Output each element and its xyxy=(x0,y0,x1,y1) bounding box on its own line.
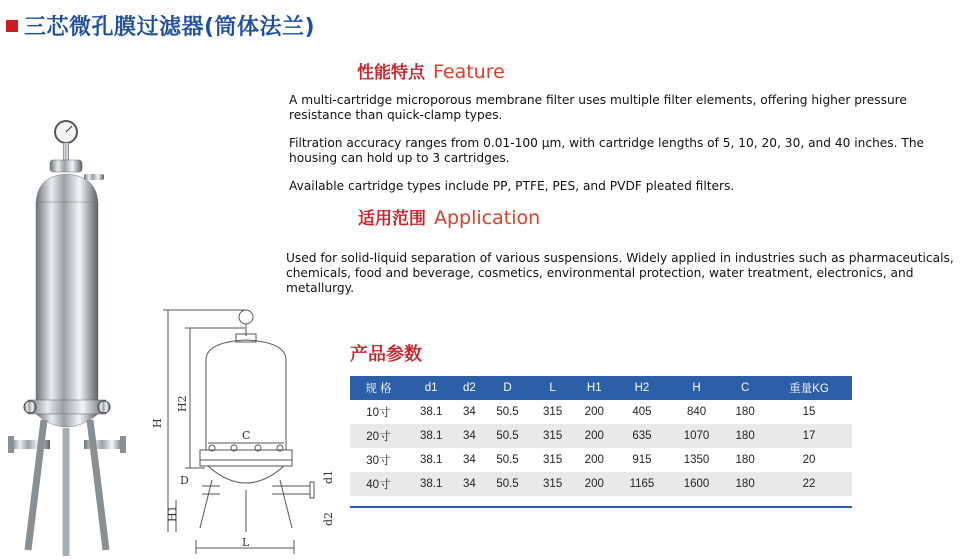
table-cell: 20 xyxy=(802,454,816,466)
col-header: H xyxy=(669,376,725,400)
table-cell: 1070 xyxy=(669,424,725,448)
dim-label-c: C xyxy=(242,429,251,442)
title-marker xyxy=(6,20,18,32)
dim-label-h: H xyxy=(151,418,164,428)
table-cell: 315 xyxy=(532,424,574,448)
table-cell: 30寸 xyxy=(366,455,391,467)
table-cell: 38.1 xyxy=(419,454,443,466)
table-cell: 1165 xyxy=(615,472,669,496)
table-row xyxy=(350,448,852,472)
table-cell: 15 xyxy=(802,406,816,418)
col-header: C xyxy=(724,376,766,400)
table-cell: 50.5 xyxy=(496,406,519,418)
feature-paragraph-1: A multi-cartridge microporous membrane filter uses multiple filter elements, offering higher pressure resistance than quick-clamp types. xyxy=(289,93,907,122)
col-header: L xyxy=(532,376,574,400)
page-title-bar xyxy=(6,10,315,41)
col-header: H1 xyxy=(573,376,615,400)
col-header: d2 xyxy=(455,376,483,400)
feature-paragraph-3: Available cartridge types include PP, PTFE, PES, and PVDF pleated filters. xyxy=(289,179,735,193)
table-cell: 1600 xyxy=(669,472,725,496)
table-cell: 20寸 xyxy=(350,424,407,448)
table-cell: 200 xyxy=(573,424,615,448)
table-cell: 405 xyxy=(632,406,652,418)
feature-heading-cn: 性能特点 xyxy=(357,63,425,83)
table-cell: 915 xyxy=(632,454,652,466)
table-cell: 180 xyxy=(724,424,766,448)
table-cell: 1350 xyxy=(683,454,710,466)
application-heading-cn: 适用范围 xyxy=(358,209,426,229)
col-header: d1 xyxy=(407,376,456,400)
table-cell: 34 xyxy=(455,472,483,496)
application-heading-en: Application xyxy=(434,207,541,229)
table-cell: 50.5 xyxy=(483,424,532,448)
table-cell: 635 xyxy=(615,424,669,448)
table-cell: 315 xyxy=(543,406,563,418)
table-cell: 34 xyxy=(462,454,476,466)
col-header: 重量KG xyxy=(766,376,852,400)
table-bottom-rule xyxy=(350,506,852,508)
table-cell: 200 xyxy=(584,454,604,466)
table-cell: 50.5 xyxy=(483,472,532,496)
params-table xyxy=(350,376,852,496)
table-cell: 200 xyxy=(584,406,604,418)
table-cell: 180 xyxy=(735,454,755,466)
table-cell: 38.1 xyxy=(419,406,443,418)
table-cell: 38.1 xyxy=(407,472,456,496)
table-cell: 840 xyxy=(686,406,707,418)
table-cell: 50.5 xyxy=(496,454,519,466)
table-cell: 38.1 xyxy=(407,424,456,448)
table-cell: 315 xyxy=(543,454,563,466)
table-cell: 34 xyxy=(455,424,483,448)
dim-label-h2: H2 xyxy=(176,395,189,412)
table-cell: 180 xyxy=(724,472,766,496)
table-cell: 34 xyxy=(462,406,476,418)
table-cell: 315 xyxy=(532,472,574,496)
product-photo xyxy=(0,110,130,560)
params-header-row xyxy=(350,376,852,400)
col-header: H2 xyxy=(615,376,669,400)
table-cell: 200 xyxy=(573,472,615,496)
application-paragraph: Used for solid-liquid separation of various suspensions. Widely applied in industries such as pharmaceuticals, chemicals, food and beverage, cosmetics, environmental protection, water treatment, electronics, and metallurgy. xyxy=(286,251,954,295)
table-row xyxy=(350,400,852,424)
params-title: 产品参数 xyxy=(350,344,422,365)
dim-label-d1: d1 xyxy=(322,469,335,484)
table-cell: 17 xyxy=(766,424,852,448)
feature-heading-en: Feature xyxy=(433,61,505,83)
dim-label-d: D xyxy=(180,474,189,487)
application-heading xyxy=(358,204,540,229)
dim-label-l: L xyxy=(242,536,250,549)
table-cell: 22 xyxy=(766,472,852,496)
table-cell: 40寸 xyxy=(350,472,407,496)
dim-label-d2: d2 xyxy=(322,511,335,526)
table-cell: 10寸 xyxy=(366,407,391,419)
dim-label-h1: H1 xyxy=(166,505,179,522)
technical-drawing xyxy=(150,300,340,560)
col-header: D xyxy=(483,376,532,400)
table-row xyxy=(350,424,852,448)
table-row xyxy=(350,472,852,496)
col-header: 规 格 xyxy=(350,376,407,400)
page-title: 三芯微孔膜过滤器(筒体法兰) xyxy=(24,15,316,40)
table-cell: 180 xyxy=(735,406,755,418)
feature-heading xyxy=(357,58,505,83)
feature-paragraph-2: Filtration accuracy ranges from 0.01-100 μm, with cartridge lengths of 5, 10, 20, 30, and 40 inches. The housing can hold up to 3 cartridges. xyxy=(289,136,925,165)
